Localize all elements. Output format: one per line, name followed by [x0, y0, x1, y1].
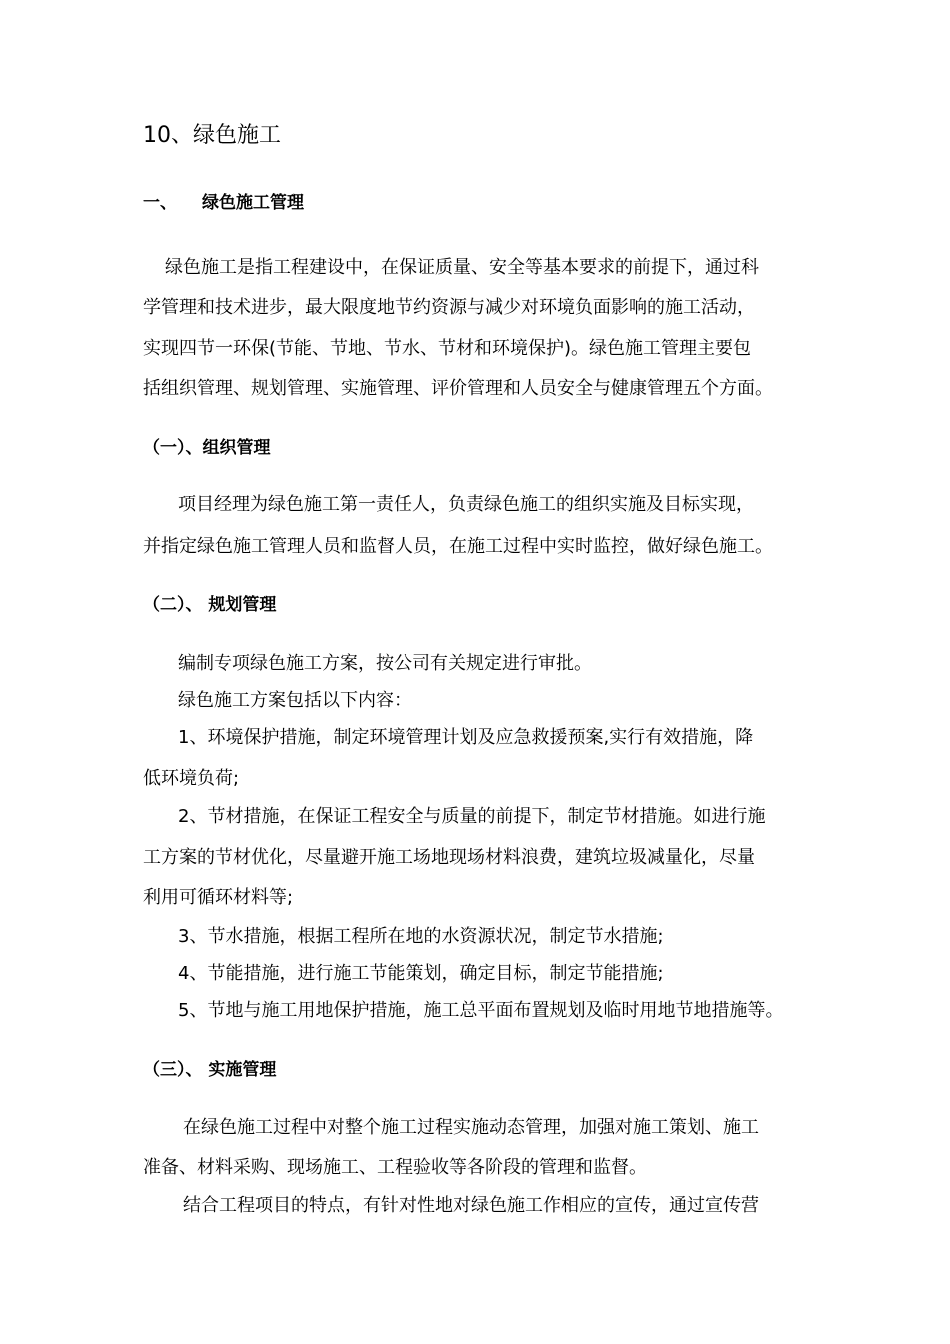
document-title: 10、绿色施工 [143, 123, 281, 148]
list-item-line: 工方案的节材优化，尽量避开施工场地现场材料浪费，建筑垃圾减量化，尽量 [143, 847, 755, 868]
section-heading: 绿色施工管理 [202, 193, 304, 213]
list-item-line: 5、节地与施工用地保护措施，施工总平面布置规划及临时用地节地措施等。 [178, 1000, 784, 1021]
list-item-line: 利用可循环材料等; [143, 887, 294, 908]
list-item-line: 3、节水措施，根据工程所在地的水资源状况，制定节水措施; [178, 926, 664, 947]
paragraph-line: 实现四节一环保(节能、节地、节水、节材和环境保护)。绿色施工管理主要包 [143, 338, 752, 359]
list-item-line: 低环境负荷; [143, 768, 240, 789]
paragraph-line: 并指定绿色施工管理人员和监督人员，在施工过程中实时监控，做好绿色施工。 [143, 536, 773, 557]
list-item-line: 1、环境保护措施，制定环境管理计划及应急救援预案,实行有效措施，降 [178, 727, 754, 748]
paragraph-line: 学管理和技术进步，最大限度地节约资源与减少对环境负面影响的施工活动， [143, 297, 755, 318]
paragraph-line: 结合工程项目的特点，有针对性地对绿色施工作相应的宣传，通过宣传营 [183, 1195, 759, 1216]
subsection-heading: （二）、 规划管理 [143, 595, 277, 615]
paragraph-line: 绿色施工是指工程建设中，在保证质量、安全等基本要求的前提下，通过科 [165, 257, 759, 278]
paragraph-line: 准备、材料采购、现场施工、工程验收等各阶段的管理和监督。 [143, 1157, 647, 1178]
paragraph-line: 在绿色施工过程中对整个施工过程实施动态管理，加强对施工策划、施工 [183, 1117, 759, 1138]
paragraph-line: 编制专项绿色施工方案，按公司有关规定进行审批。 [178, 653, 592, 674]
list-item-line: 4、节能措施，进行施工节能策划，确定目标，制定节能措施; [178, 963, 664, 984]
subsection-heading: （三）、 实施管理 [143, 1060, 277, 1080]
list-item-line: 2、节材措施，在保证工程安全与质量的前提下，制定节材措施。如进行施 [178, 806, 766, 827]
paragraph-line: 括组织管理、规划管理、实施管理、评价管理和人员安全与健康管理五个方面。 [143, 378, 773, 399]
paragraph-line: 绿色施工方案包括以下内容： [178, 690, 412, 711]
subsection-heading: （一）、组织管理 [143, 438, 271, 458]
paragraph-line: 项目经理为绿色施工第一责任人，负责绿色施工的组织实施及目标实现， [178, 494, 754, 515]
section-heading-number: 一、 [143, 193, 177, 213]
